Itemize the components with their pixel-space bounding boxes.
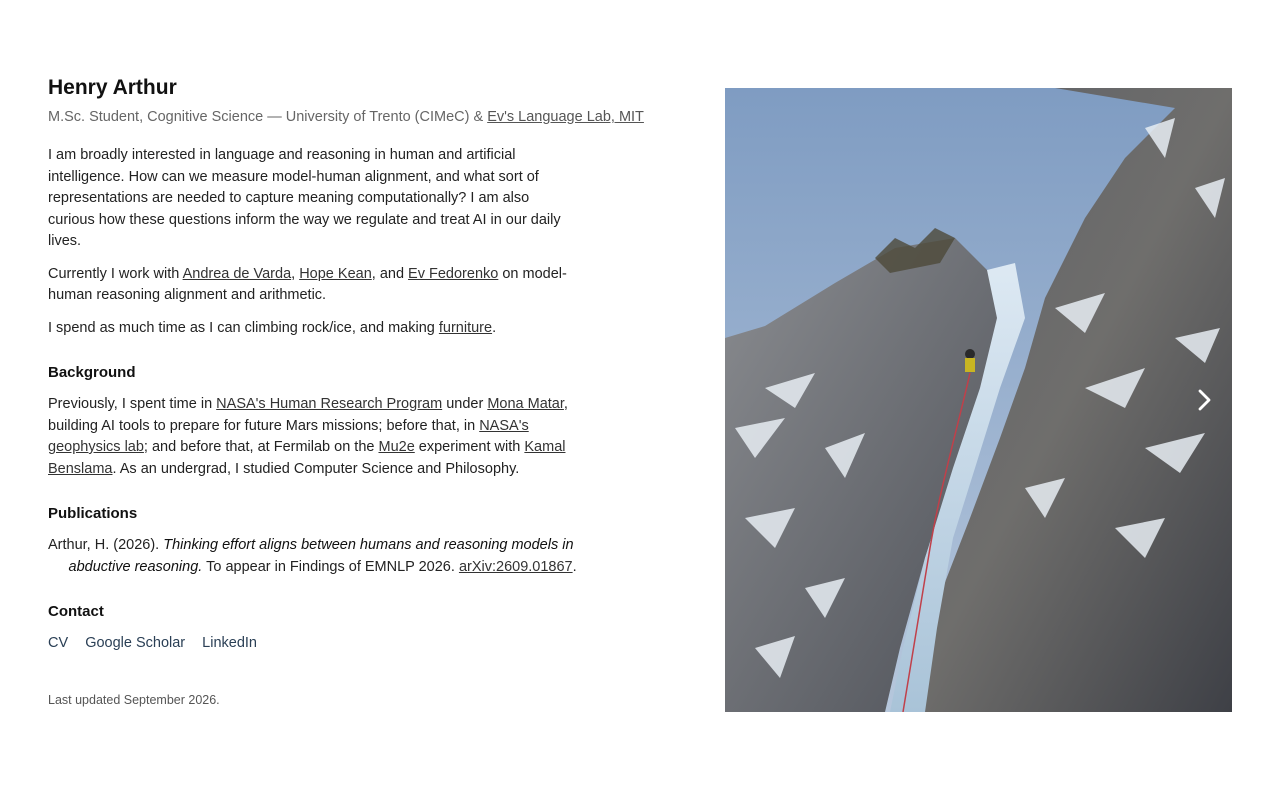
- chevron-right-icon-glyph: [1192, 386, 1216, 414]
- last-updated: Last updated September 2026.: [48, 693, 220, 707]
- climbing-photo-illustration: [725, 88, 1232, 712]
- intro-paragraph: I am broadly interested in language and reasoning in human and artificial intelligence. How can we measure model-human alignment, and what sort of representations are needed to capture meaning computationally? I am also curious how these questions inform the way we regulate and treat AI in our daily lives.: [48, 147, 561, 249]
- contact-section: [48, 602, 688, 653]
- background-section: [48, 363, 688, 480]
- chevron-right-icon[interactable]: [1192, 386, 1216, 414]
- hobbies-paragraph: [48, 318, 573, 340]
- publications-heading: Publications: [48, 505, 138, 522]
- affiliation-text: M.Sc. Student, Cognitive Science — University of Trento (CIMeC) &: [48, 109, 488, 125]
- ev-fedorenko-link[interactable]: Ev Fedorenko: [408, 265, 499, 282]
- linkedin-link[interactable]: LinkedIn: [202, 635, 257, 651]
- kamal-benslama-link[interactable]: Kamal Benslama: [48, 439, 566, 477]
- hope-kean-link[interactable]: Hope Kean: [299, 265, 372, 282]
- intro-section: [48, 145, 573, 339]
- nasa-hrp-link[interactable]: NASA's Human Research Program: [216, 396, 443, 412]
- current-work-prefix: Currently I work with: [48, 265, 183, 282]
- publication-entry: [48, 535, 594, 578]
- climber-body: [965, 358, 975, 372]
- background-text-5: experiment with: [414, 439, 525, 455]
- background-text-1: Previously, I spent time in: [48, 396, 217, 412]
- page-title: Henry Arthur: [48, 76, 177, 99]
- andrea-de-varda-link[interactable]: Andrea de Varda: [182, 265, 292, 282]
- contact-heading: Contact: [48, 603, 104, 620]
- mu2e-link[interactable]: Mu2e: [378, 439, 415, 455]
- cv-link[interactable]: CV: [48, 635, 69, 651]
- background-text-3: , building AI tools to prepare for future Mars missions; before that, in: [48, 396, 568, 434]
- language-lab-link[interactable]: Ev's Language Lab, MIT: [487, 109, 644, 125]
- climber-head: [965, 349, 975, 359]
- publications-section: [48, 504, 688, 578]
- current-work-suffix: on model-human reasoning alignment and arithmetic.: [48, 265, 567, 303]
- contact-links: [48, 633, 688, 653]
- google-scholar-link[interactable]: Google Scholar: [85, 635, 186, 651]
- arxiv-link[interactable]: arXiv:2609.01867: [458, 558, 573, 575]
- background-text-2: under: [442, 396, 488, 412]
- publication-venue: To appear in Findings of EMNLP 2026.: [202, 558, 459, 575]
- climbing-photo: [725, 88, 1232, 712]
- current-work-paragraph: [48, 264, 573, 307]
- background-heading: Background: [48, 364, 136, 381]
- publication-title: Thinking effort aligns between humans and reasoning models in abductive reasoning.: [68, 537, 574, 575]
- affiliation: [48, 107, 688, 127]
- publication-authors: Arthur, H. (2026).: [48, 537, 164, 553]
- mona-matar-link[interactable]: Mona Matar: [487, 396, 564, 412]
- background-paragraph: [48, 394, 573, 480]
- background-text-4: ; and before that, at Fermilab on the: [143, 439, 379, 455]
- nasa-geophysics-link[interactable]: NASA's geophysics lab: [48, 417, 529, 455]
- collab-separator-1: ,: [291, 265, 300, 282]
- furniture-link[interactable]: furniture: [438, 319, 493, 336]
- publication-end: .: [572, 558, 577, 575]
- hobbies-suffix: .: [492, 319, 497, 336]
- main-content: [48, 74, 688, 653]
- background-text-6: . As an undergrad, I studied Computer Science and Philosophy.: [112, 460, 520, 477]
- hobbies-prefix: I spend as much time as I can climbing rock/ice, and making: [48, 319, 439, 336]
- collab-separator-2: , and: [371, 265, 409, 282]
